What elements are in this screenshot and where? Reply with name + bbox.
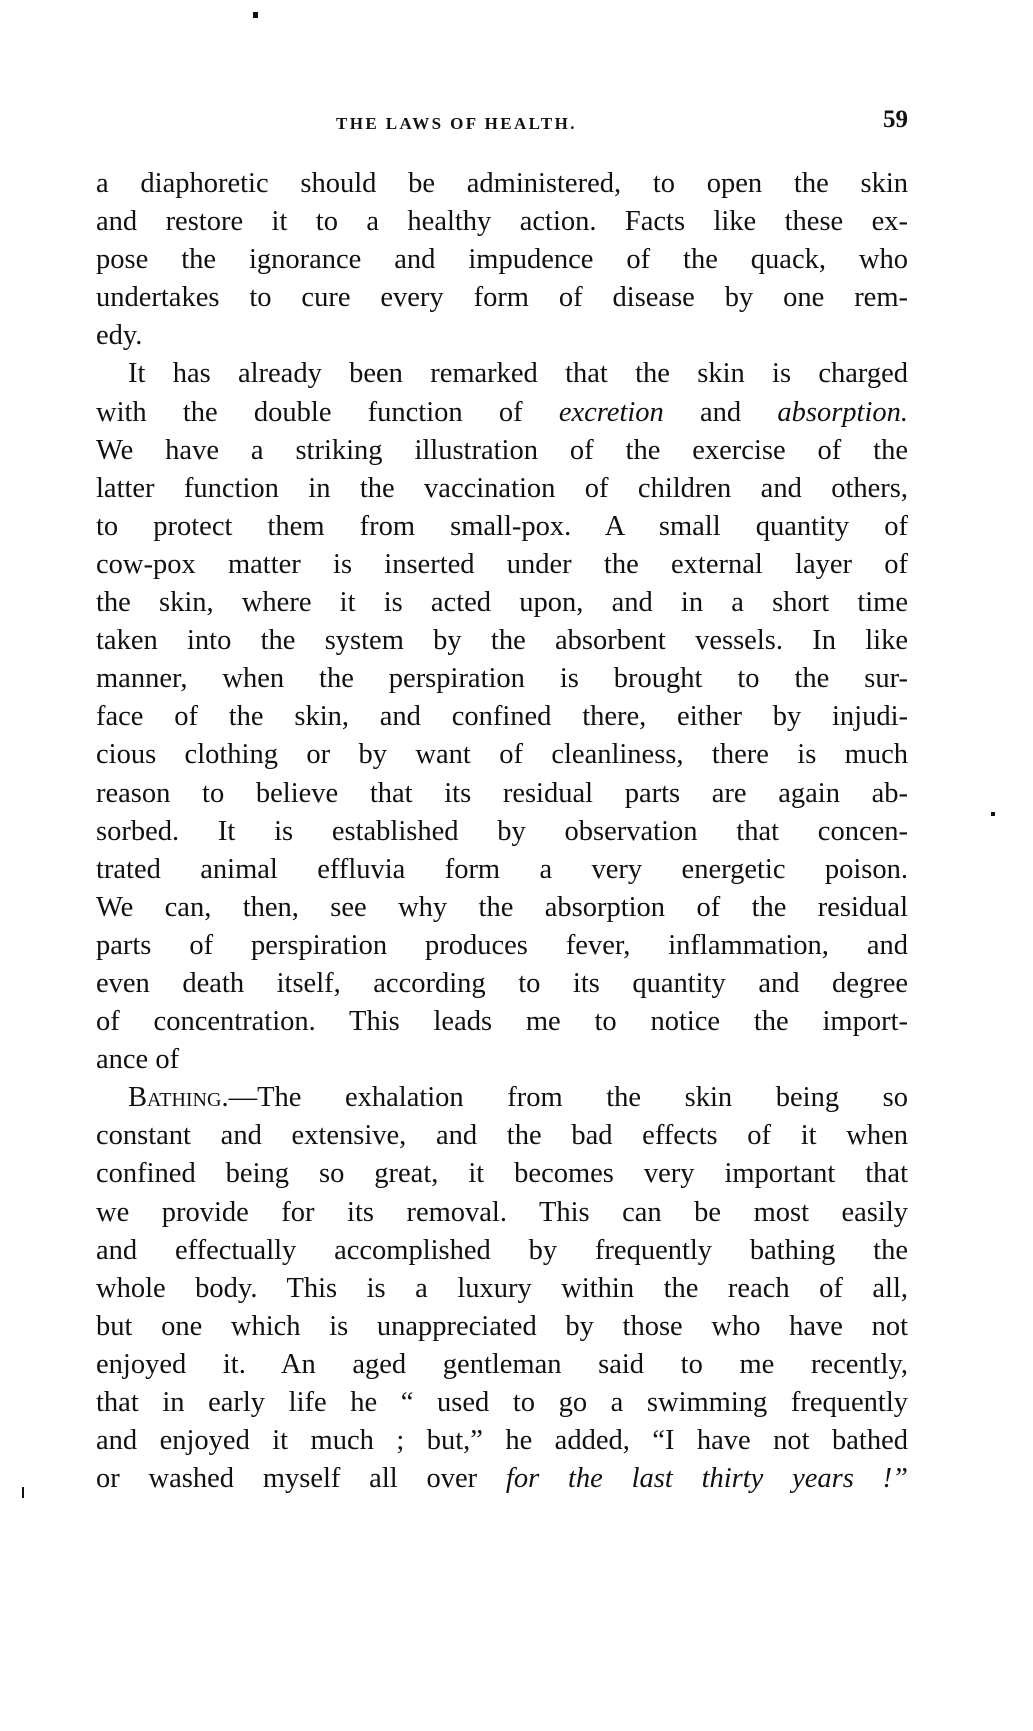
text-line: the skin, where it is acted upon, and in a short time — [96, 587, 908, 619]
text-line: that in early life he “ used to go a swimming frequently — [96, 1387, 908, 1418]
text-line: and enjoyed it much ; but,” he added, “I have not bathed — [96, 1425, 908, 1457]
page-number: 59 — [883, 106, 908, 133]
text-fragment: —The exhalation from the skin being so — [228, 1082, 908, 1114]
text-line: We can, then, see why the absorption of the residual — [96, 891, 908, 923]
text-line: sorbed. It is established by observation that concen- — [96, 815, 908, 847]
text-line: face of the skin, and confined there, either by injudi- — [96, 701, 908, 733]
text-fragment: or washed myself all over — [96, 1463, 478, 1495]
text-fragment: and — [700, 396, 742, 428]
text-line: and restore it to a healthy action. Facts like these ex- — [96, 206, 908, 238]
text-line: cious clothing or by want of cleanliness, there is much — [96, 739, 908, 771]
text-line: We have a striking illustration of the exercise of the — [96, 434, 908, 466]
italic-term-excretion: excretion — [558, 396, 664, 428]
paragraph-start-line — [96, 1079, 908, 1117]
scan-speck — [22, 1487, 24, 1498]
text-line: pose the ignorance and impudence of the quack, who — [96, 244, 908, 276]
text-line: of concentration. This leads me to notice the import- — [96, 1006, 908, 1038]
text-line: even death itself, according to its quantity and degree — [96, 967, 908, 999]
italic-term-absorption: absorption. — [777, 396, 909, 428]
text-line: we provide for its removal. This can be most easily — [96, 1196, 908, 1228]
text-line: whole body. This is a luxury within the reach of all, — [96, 1272, 908, 1304]
text-line: parts of perspiration produces fever, inflammation, and — [96, 929, 908, 961]
italic-quote: for the last thirty years !” — [505, 1463, 908, 1495]
running-head — [96, 108, 908, 142]
text-line: constant and extensive, and the bad effects of it when — [96, 1120, 908, 1152]
text-line: latter function in the vaccination of children and others, — [96, 472, 908, 504]
text-line: manner, when the perspiration is brought to the sur- — [96, 663, 908, 695]
text-line: confined being so great, it becomes very important that — [96, 1158, 908, 1190]
text-line: ance of — [96, 1044, 180, 1076]
text-line — [96, 1460, 908, 1498]
body-text — [96, 165, 908, 1498]
text-line: reason to believe that its residual parts are again ab- — [96, 777, 908, 809]
text-line: a diaphoretic should be administered, to open the skin — [96, 168, 908, 199]
text-line: enjoyed it. An aged gentleman said to me recently, — [96, 1348, 908, 1380]
text-line: but one which is unappreciated by those who have not — [96, 1310, 908, 1342]
text-line: edy. — [96, 320, 143, 352]
text-line: trated animal effluvia form a very energetic poison. — [96, 853, 908, 885]
paragraph-start-line: It has already been remarked that the skin is charged — [128, 358, 908, 390]
text-line: and effectually accomplished by frequently bathing the — [96, 1234, 908, 1266]
scan-speck — [991, 812, 995, 816]
scan-speck — [253, 12, 258, 18]
text-line: to protect them from small-pox. A small quantity of — [96, 510, 908, 542]
running-title: THE LAWS OF HEALTH. — [336, 114, 577, 133]
text-line: cow-pox matter is inserted under the external layer of — [96, 548, 908, 580]
text-line: undertakes to cure every form of disease by one rem- — [96, 282, 908, 314]
text-fragment: with the double function of — [96, 396, 523, 428]
text-line: taken into the system by the absorbent vessels. In like — [96, 625, 908, 657]
section-heading-bathing: Bathing. — [128, 1082, 229, 1114]
text-line — [96, 394, 908, 432]
